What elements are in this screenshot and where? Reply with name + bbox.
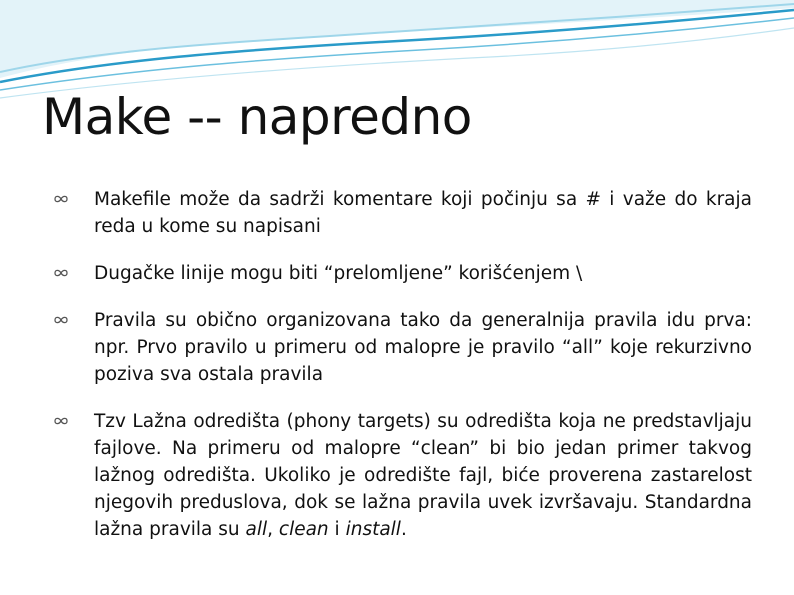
keyword-install: install [345, 519, 401, 540]
bullet-text-segment: . [400, 519, 407, 540]
infinity-loop-icon [54, 269, 68, 277]
bullet-item [54, 260, 752, 287]
slide-title: Make -- napredno [42, 88, 472, 146]
bullet-item [54, 186, 752, 240]
bullet-text: Pravila su obično organizovana tako da generalnija pravila idu prva: npr. Prvo pravilo u primeru od malopre je pravilo “all” koje rekurzivno poziva sva ostala pravila [94, 310, 752, 385]
keyword-all: all [245, 519, 268, 540]
bullet-text-segment: Tzv Lažna odredišta (phony targets) su odredišta koja ne predstavljaju fajlove. Na primeru od malopre “clean” bi bio jedan primer takvog lažnog odredišta. Ukoliko je odredište fajl, biće proverena zastarelost njegovih preduslova, dok se lažna pravila uvek izvršavaju. Standardna lažna pravila su [94, 411, 752, 540]
keyword-clean: clean [278, 519, 329, 540]
bullet-text: Dugačke linije mogu biti “prelomljene” korišćenjem \ [94, 263, 583, 284]
bullet-list [54, 186, 752, 563]
bullet-text: Makefile može da sadrži komentare koji počinju sa # i važe do kraja reda u kome su napisani [94, 189, 752, 237]
infinity-loop-icon [54, 316, 68, 324]
bullet-text [94, 408, 752, 543]
bullet-item [54, 307, 752, 388]
bullet-text-segment: i [328, 519, 346, 540]
infinity-loop-icon [54, 195, 68, 203]
bullet-text-segment: , [267, 519, 279, 540]
infinity-loop-icon [54, 417, 68, 425]
bullet-item [54, 408, 752, 543]
